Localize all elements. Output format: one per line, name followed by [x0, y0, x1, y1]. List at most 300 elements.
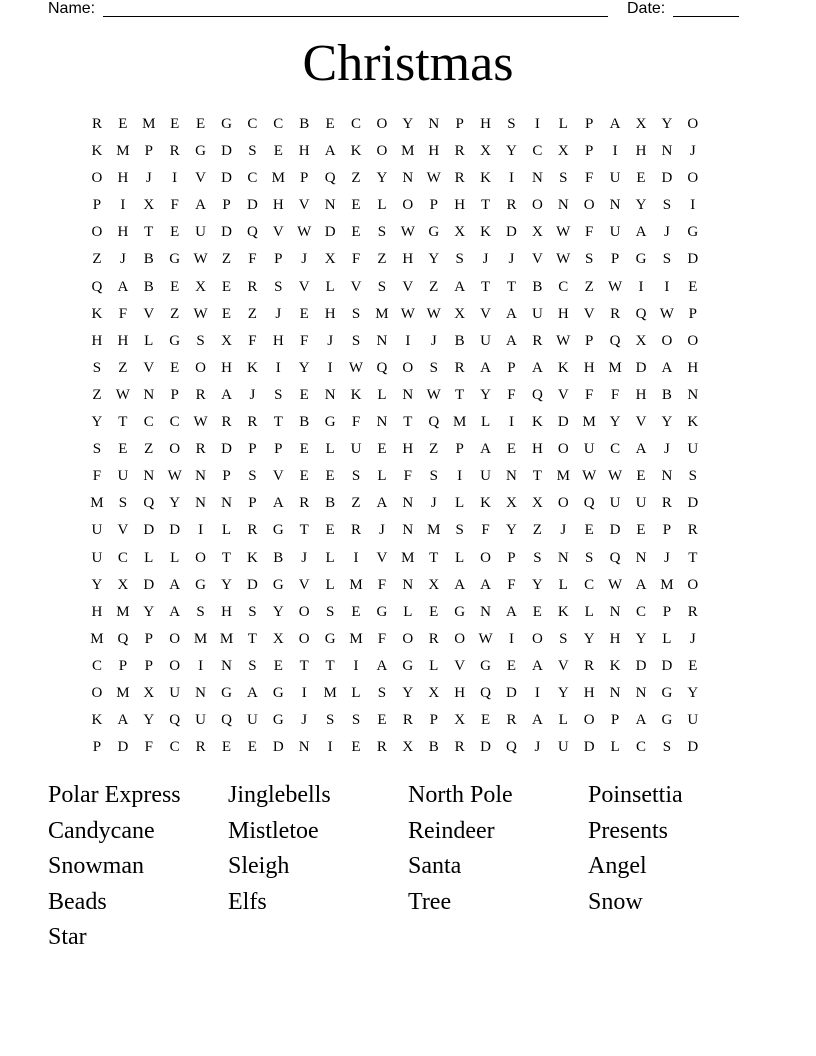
grid-letter[interactable]: F — [377, 630, 387, 647]
grid-letter[interactable]: M — [116, 143, 130, 160]
grid-letter[interactable]: E — [325, 468, 335, 485]
grid-letter[interactable]: U — [609, 224, 621, 241]
grid-letter[interactable]: U — [609, 170, 621, 187]
grid-letter[interactable]: H — [454, 684, 466, 701]
grid-letter[interactable]: H — [91, 603, 103, 620]
grid-letter[interactable]: R — [428, 630, 439, 647]
grid-letter[interactable]: U — [687, 441, 699, 458]
grid-letter[interactable]: I — [664, 278, 670, 295]
grid-letter[interactable]: L — [429, 657, 439, 674]
grid-letter[interactable]: Y — [506, 522, 517, 539]
grid-letter[interactable]: S — [377, 224, 387, 241]
grid-letter[interactable]: W — [659, 305, 674, 322]
grid-letter[interactable]: P — [585, 116, 594, 132]
grid-letter[interactable]: S — [351, 468, 361, 485]
grid-letter[interactable]: L — [221, 522, 232, 539]
grid-letter[interactable]: Y — [91, 414, 103, 431]
grid-letter[interactable]: S — [118, 495, 128, 512]
grid-letter[interactable]: O — [376, 116, 388, 132]
grid-letter[interactable]: K — [480, 495, 491, 512]
grid-letter[interactable]: N — [687, 386, 699, 403]
grid-letter[interactable]: P — [429, 712, 438, 729]
grid-letter[interactable]: V — [635, 414, 647, 431]
grid-letter[interactable]: E — [170, 278, 180, 295]
grid-letter[interactable]: B — [299, 414, 310, 431]
grid-letter[interactable]: R — [195, 441, 206, 458]
grid-letter[interactable]: M — [219, 630, 234, 647]
grid-letter[interactable]: E — [299, 305, 309, 322]
grid-letter[interactable]: A — [531, 657, 543, 674]
grid-letter[interactable]: R — [299, 495, 310, 512]
grid-letter[interactable]: R — [247, 414, 258, 431]
grid-letter[interactable]: S — [662, 739, 672, 756]
grid-letter[interactable]: M — [90, 630, 104, 647]
grid-letter[interactable]: T — [688, 549, 698, 566]
grid-letter[interactable]: Q — [428, 414, 440, 431]
grid-letter[interactable]: A — [454, 278, 466, 295]
grid-letter[interactable]: Y — [531, 576, 543, 593]
grid-letter[interactable]: A — [246, 684, 258, 701]
grid-letter[interactable]: A — [454, 576, 466, 593]
grid-letter[interactable]: O — [298, 630, 310, 647]
grid-letter[interactable]: S — [662, 197, 672, 214]
grid-letter[interactable]: W — [582, 468, 597, 485]
grid-letter[interactable]: G — [661, 712, 673, 729]
grid-letter[interactable]: A — [531, 359, 543, 376]
grid-letter[interactable]: G — [272, 684, 284, 701]
grid-letter[interactable]: O — [480, 549, 491, 566]
grid-letter[interactable]: F — [585, 170, 594, 187]
grid-letter[interactable]: H — [272, 197, 284, 214]
grid-letter[interactable]: P — [144, 630, 153, 647]
grid-letter[interactable]: N — [428, 116, 440, 132]
grid-letter[interactable]: G — [402, 657, 414, 674]
grid-letter[interactable]: U — [583, 441, 595, 458]
grid-letter[interactable]: F — [92, 468, 102, 485]
grid-letter[interactable]: C — [558, 278, 569, 295]
grid-letter[interactable]: V — [272, 224, 284, 241]
grid-letter[interactable]: K — [91, 143, 103, 160]
grid-letter[interactable]: M — [323, 684, 337, 701]
grid-letter[interactable]: G — [195, 576, 206, 593]
grid-letter[interactable]: I — [612, 143, 618, 160]
grid-letter[interactable]: F — [403, 468, 412, 485]
grid-letter[interactable]: J — [327, 332, 334, 349]
grid-letter[interactable]: E — [273, 143, 283, 160]
grid-letter[interactable]: H — [687, 359, 699, 376]
grid-letter[interactable]: F — [144, 739, 153, 756]
grid-letter[interactable]: B — [428, 739, 439, 756]
grid-letter[interactable]: H — [117, 332, 129, 349]
grid-letter[interactable]: E — [636, 468, 646, 485]
grid-letter[interactable]: N — [635, 684, 647, 701]
grid-letter[interactable]: O — [402, 359, 414, 376]
grid-letter[interactable]: S — [559, 630, 568, 647]
grid-letter[interactable]: R — [195, 739, 206, 756]
grid-letter[interactable]: C — [117, 549, 128, 566]
grid-letter[interactable]: A — [531, 712, 543, 729]
grid-letter[interactable]: S — [196, 603, 205, 620]
grid-letter[interactable]: C — [143, 414, 154, 431]
grid-letter[interactable]: L — [558, 712, 568, 729]
grid-letter[interactable]: P — [507, 549, 516, 566]
grid-letter[interactable]: O — [661, 332, 673, 349]
grid-letter[interactable]: X — [635, 116, 647, 132]
grid-letter[interactable]: X — [221, 332, 232, 349]
grid-letter[interactable]: C — [247, 170, 258, 187]
grid-letter[interactable]: L — [377, 386, 387, 403]
grid-letter[interactable]: A — [221, 386, 232, 403]
grid-letter[interactable]: P — [688, 305, 697, 322]
grid-letter[interactable]: S — [92, 359, 102, 376]
grid-letter[interactable]: Z — [351, 495, 361, 512]
grid-letter[interactable]: A — [376, 657, 388, 674]
grid-letter[interactable]: B — [143, 278, 154, 295]
grid-letter[interactable]: D — [635, 359, 647, 376]
grid-letter[interactable]: Y — [583, 630, 595, 647]
grid-letter[interactable]: S — [351, 305, 361, 322]
grid-letter[interactable]: R — [402, 712, 413, 729]
grid-letter[interactable]: E — [325, 522, 335, 539]
grid-letter[interactable]: G — [687, 224, 699, 241]
grid-letter[interactable]: G — [376, 603, 388, 620]
grid-letter[interactable]: K — [480, 224, 491, 241]
grid-letter[interactable]: D — [117, 739, 129, 756]
grid-letter[interactable]: M — [116, 603, 130, 620]
grid-letter[interactable]: I — [457, 468, 463, 485]
grid-letter[interactable]: Y — [687, 684, 699, 701]
grid-letter[interactable]: G — [272, 576, 284, 593]
grid-letter[interactable]: P — [92, 739, 102, 756]
grid-letter[interactable]: O — [557, 495, 569, 512]
grid-letter[interactable]: F — [377, 576, 387, 593]
grid-letter[interactable]: Q — [91, 278, 103, 295]
grid-letter[interactable]: I — [534, 684, 540, 701]
grid-letter[interactable]: H — [583, 684, 595, 701]
grid-letter[interactable]: J — [560, 522, 567, 539]
grid-letter[interactable]: O — [376, 143, 388, 160]
grid-letter[interactable]: P — [144, 143, 153, 160]
grid-letter[interactable]: U — [687, 712, 699, 729]
grid-letter[interactable]: W — [556, 332, 571, 349]
grid-letter[interactable]: X — [428, 684, 440, 701]
grid-letter[interactable]: S — [377, 684, 387, 701]
grid-letter[interactable]: C — [91, 657, 102, 674]
grid-letter[interactable]: J — [275, 305, 282, 322]
grid-letter[interactable]: X — [531, 495, 543, 512]
grid-letter[interactable]: Y — [298, 359, 310, 376]
grid-letter[interactable]: V — [298, 278, 310, 295]
grid-letter[interactable]: J — [301, 251, 308, 268]
grid-letter[interactable]: T — [118, 414, 128, 431]
grid-letter[interactable]: Y — [402, 116, 414, 132]
grid-letter[interactable]: Y — [221, 576, 232, 593]
grid-letter[interactable]: Z — [247, 305, 257, 322]
grid-letter[interactable]: D — [143, 522, 155, 539]
grid-letter[interactable]: N — [402, 522, 414, 539]
grid-letter[interactable]: N — [402, 386, 414, 403]
grid-letter[interactable]: P — [585, 332, 594, 349]
grid-letter[interactable]: T — [247, 630, 257, 647]
grid-letter[interactable]: H — [324, 305, 336, 322]
grid-letter[interactable]: R — [506, 197, 517, 214]
grid-letter[interactable]: I — [638, 278, 644, 295]
grid-letter[interactable]: A — [480, 441, 491, 458]
grid-letter[interactable]: E — [351, 739, 361, 756]
grid-letter[interactable]: O — [531, 630, 543, 647]
grid-letter[interactable]: W — [193, 414, 208, 431]
grid-letter[interactable]: L — [558, 116, 568, 132]
grid-letter[interactable]: O — [91, 170, 103, 187]
grid-letter[interactable]: G — [221, 684, 232, 701]
grid-letter[interactable]: M — [349, 630, 363, 647]
grid-letter[interactable]: Q — [609, 332, 621, 349]
grid-letter[interactable]: M — [556, 468, 570, 485]
grid-letter[interactable]: N — [221, 657, 232, 674]
grid-letter[interactable]: E — [247, 739, 257, 756]
grid-letter[interactable]: K — [557, 359, 569, 376]
grid-letter[interactable]: S — [248, 603, 257, 620]
grid-letter[interactable]: W — [607, 278, 623, 295]
grid-letter[interactable]: H — [454, 197, 466, 214]
grid-letter[interactable]: X — [428, 576, 440, 593]
grid-letter[interactable]: A — [117, 712, 129, 729]
grid-letter[interactable]: K — [609, 657, 621, 674]
grid-letter[interactable]: S — [92, 441, 102, 458]
grid-letter[interactable]: J — [482, 251, 489, 268]
grid-letter[interactable]: C — [635, 603, 646, 620]
grid-letter[interactable]: V — [350, 278, 362, 295]
grid-letter[interactable]: U — [91, 549, 103, 566]
grid-letter[interactable]: F — [507, 386, 516, 403]
grid-letter[interactable]: Y — [91, 576, 103, 593]
grid-letter[interactable]: F — [170, 197, 179, 214]
grid-letter[interactable]: E — [584, 522, 594, 539]
grid-letter[interactable]: Q — [609, 549, 621, 566]
grid-letter[interactable]: I — [508, 630, 514, 647]
grid-letter[interactable]: F — [248, 332, 257, 349]
grid-letter[interactable]: B — [661, 386, 672, 403]
grid-letter[interactable]: M — [660, 576, 674, 593]
grid-letter[interactable]: O — [687, 332, 699, 349]
grid-letter[interactable]: K — [350, 386, 362, 403]
grid-letter[interactable]: B — [532, 278, 543, 295]
grid-letter[interactable]: A — [195, 197, 206, 214]
grid-letter[interactable]: G — [169, 251, 181, 268]
grid-letter[interactable]: N — [324, 197, 336, 214]
grid-letter[interactable]: P — [274, 251, 283, 268]
grid-letter[interactable]: O — [583, 197, 595, 214]
grid-letter[interactable]: E — [688, 278, 698, 295]
grid-letter[interactable]: A — [635, 224, 647, 241]
grid-letter[interactable]: H — [117, 170, 129, 187]
grid-letter[interactable]: H — [298, 143, 310, 160]
grid-letter[interactable]: S — [455, 522, 464, 539]
grid-letter[interactable]: K — [246, 359, 258, 376]
grid-letter[interactable]: P — [222, 197, 231, 214]
grid-letter[interactable]: H — [272, 332, 284, 349]
grid-letter[interactable]: R — [376, 739, 387, 756]
grid-letter[interactable]: W — [556, 224, 571, 241]
grid-letter[interactable]: M — [401, 549, 415, 566]
grid-letter[interactable]: Q — [376, 359, 388, 376]
grid-letter[interactable]: T — [480, 197, 491, 214]
grid-letter[interactable]: N — [609, 197, 621, 214]
grid-letter[interactable]: X — [272, 630, 284, 647]
grid-letter[interactable]: T — [480, 278, 491, 295]
grid-letter[interactable]: M — [271, 170, 285, 187]
grid-letter[interactable]: A — [609, 116, 621, 132]
grid-letter[interactable]: N — [531, 170, 543, 187]
grid-letter[interactable]: C — [635, 739, 646, 756]
grid-letter[interactable]: U — [480, 332, 491, 349]
grid-letter[interactable]: S — [559, 170, 568, 187]
grid-letter[interactable]: T — [221, 549, 232, 566]
grid-letter[interactable]: R — [247, 522, 258, 539]
grid-letter[interactable]: R — [661, 495, 672, 512]
grid-letter[interactable]: G — [324, 414, 336, 431]
grid-letter[interactable]: I — [301, 684, 307, 701]
grid-letter[interactable]: J — [663, 549, 670, 566]
grid-letter[interactable]: Q — [531, 386, 543, 403]
grid-letter[interactable]: G — [221, 116, 232, 132]
grid-letter[interactable]: D — [246, 197, 258, 214]
grid-letter[interactable]: B — [299, 116, 310, 132]
grid-letter[interactable]: E — [506, 657, 517, 674]
grid-letter[interactable]: E — [195, 116, 206, 132]
grid-letter[interactable]: Q — [480, 684, 491, 701]
grid-letter[interactable]: X — [117, 576, 129, 593]
grid-letter[interactable]: Y — [557, 684, 569, 701]
grid-letter[interactable]: X — [454, 224, 466, 241]
grid-letter[interactable]: Y — [169, 495, 181, 512]
grid-letter[interactable]: C — [247, 116, 258, 132]
grid-letter[interactable]: Q — [117, 630, 129, 647]
grid-letter[interactable]: H — [557, 305, 569, 322]
grid-letter[interactable]: L — [377, 468, 387, 485]
grid-letter[interactable]: R — [610, 305, 621, 322]
grid-letter[interactable]: S — [248, 657, 257, 674]
grid-letter[interactable]: P — [662, 522, 672, 539]
grid-letter[interactable]: W — [478, 630, 493, 647]
grid-letter[interactable]: Z — [92, 386, 102, 403]
grid-letter[interactable]: A — [635, 712, 647, 729]
grid-letter[interactable]: C — [610, 441, 621, 458]
grid-letter[interactable]: P — [610, 712, 620, 729]
grid-letter[interactable]: M — [452, 414, 467, 431]
grid-letter[interactable]: W — [400, 224, 415, 241]
grid-letter[interactable]: L — [144, 332, 154, 349]
grid-letter[interactable]: P — [248, 495, 257, 512]
grid-letter[interactable]: E — [351, 224, 361, 241]
grid-letter[interactable]: E — [221, 278, 232, 295]
grid-letter[interactable]: Q — [169, 712, 181, 729]
grid-letter[interactable]: H — [221, 359, 232, 376]
grid-letter[interactable]: Z — [144, 441, 154, 458]
grid-letter[interactable]: V — [272, 468, 284, 485]
grid-letter[interactable]: H — [635, 143, 647, 160]
grid-letter[interactable]: I — [405, 332, 411, 349]
grid-letter[interactable]: R — [687, 603, 698, 620]
grid-letter[interactable]: I — [508, 170, 514, 187]
grid-letter[interactable]: Z — [429, 278, 439, 295]
grid-letter[interactable]: I — [327, 739, 333, 756]
grid-letter[interactable]: E — [299, 386, 309, 403]
grid-letter[interactable]: E — [429, 603, 439, 620]
grid-letter[interactable]: F — [351, 414, 361, 431]
grid-letter[interactable]: O — [91, 224, 103, 241]
grid-letter[interactable]: Q — [246, 224, 258, 241]
grid-letter[interactable]: R — [221, 414, 232, 431]
grid-letter[interactable]: W — [193, 251, 208, 268]
grid-letter[interactable]: D — [687, 251, 699, 268]
grid-letter[interactable]: I — [508, 414, 514, 431]
grid-letter[interactable]: Y — [480, 386, 491, 403]
grid-letter[interactable]: A — [661, 359, 673, 376]
grid-letter[interactable]: H — [117, 224, 129, 241]
grid-letter[interactable]: H — [609, 630, 621, 647]
grid-letter[interactable]: N — [402, 495, 414, 512]
grid-letter[interactable]: J — [663, 441, 670, 458]
grid-letter[interactable]: J — [534, 739, 541, 756]
grid-letter[interactable]: O — [687, 116, 699, 132]
grid-letter[interactable]: A — [506, 603, 517, 620]
grid-letter[interactable]: Z — [429, 441, 439, 458]
grid-letter[interactable]: J — [430, 495, 437, 512]
grid-letter[interactable]: K — [480, 170, 491, 187]
grid-letter[interactable]: G — [480, 657, 491, 674]
grid-letter[interactable]: I — [198, 522, 204, 539]
grid-letter[interactable]: T — [325, 657, 335, 674]
grid-letter[interactable]: P — [455, 116, 464, 132]
grid-letter[interactable]: T — [144, 224, 154, 241]
grid-letter[interactable]: R — [169, 143, 180, 160]
grid-letter[interactable]: A — [506, 305, 517, 322]
grid-letter[interactable]: Q — [143, 495, 155, 512]
grid-letter[interactable]: L — [377, 197, 387, 214]
grid-letter[interactable]: F — [118, 305, 128, 322]
grid-letter[interactable]: P — [118, 657, 128, 674]
grid-letter[interactable]: Z — [92, 251, 102, 268]
grid-letter[interactable]: N — [480, 603, 491, 620]
grid-letter[interactable]: A — [324, 143, 336, 160]
grid-letter[interactable]: W — [193, 305, 208, 322]
grid-letter[interactable]: O — [402, 197, 414, 214]
grid-letter[interactable]: O — [298, 603, 310, 620]
grid-letter[interactable]: V — [117, 522, 129, 539]
grid-letter[interactable]: L — [351, 684, 361, 701]
grid-letter[interactable]: D — [609, 522, 621, 539]
grid-letter[interactable]: B — [454, 332, 465, 349]
grid-letter[interactable]: Z — [532, 522, 542, 539]
grid-letter[interactable]: V — [557, 657, 569, 674]
grid-letter[interactable]: L — [170, 549, 180, 566]
grid-letter[interactable]: L — [558, 576, 568, 593]
grid-letter[interactable]: O — [583, 712, 595, 729]
grid-letter[interactable]: R — [506, 712, 517, 729]
grid-letter[interactable]: K — [557, 603, 569, 620]
grid-letter[interactable]: G — [635, 251, 647, 268]
grid-letter[interactable]: Y — [272, 603, 284, 620]
grid-letter[interactable]: I — [120, 197, 126, 214]
grid-letter[interactable]: C — [273, 116, 284, 132]
grid-letter[interactable]: E — [221, 305, 232, 322]
grid-letter[interactable]: R — [454, 359, 465, 376]
grid-letter[interactable]: Z — [170, 305, 180, 322]
grid-letter[interactable]: J — [430, 332, 437, 349]
grid-letter[interactable]: O — [454, 630, 466, 647]
grid-letter[interactable]: P — [662, 603, 672, 620]
